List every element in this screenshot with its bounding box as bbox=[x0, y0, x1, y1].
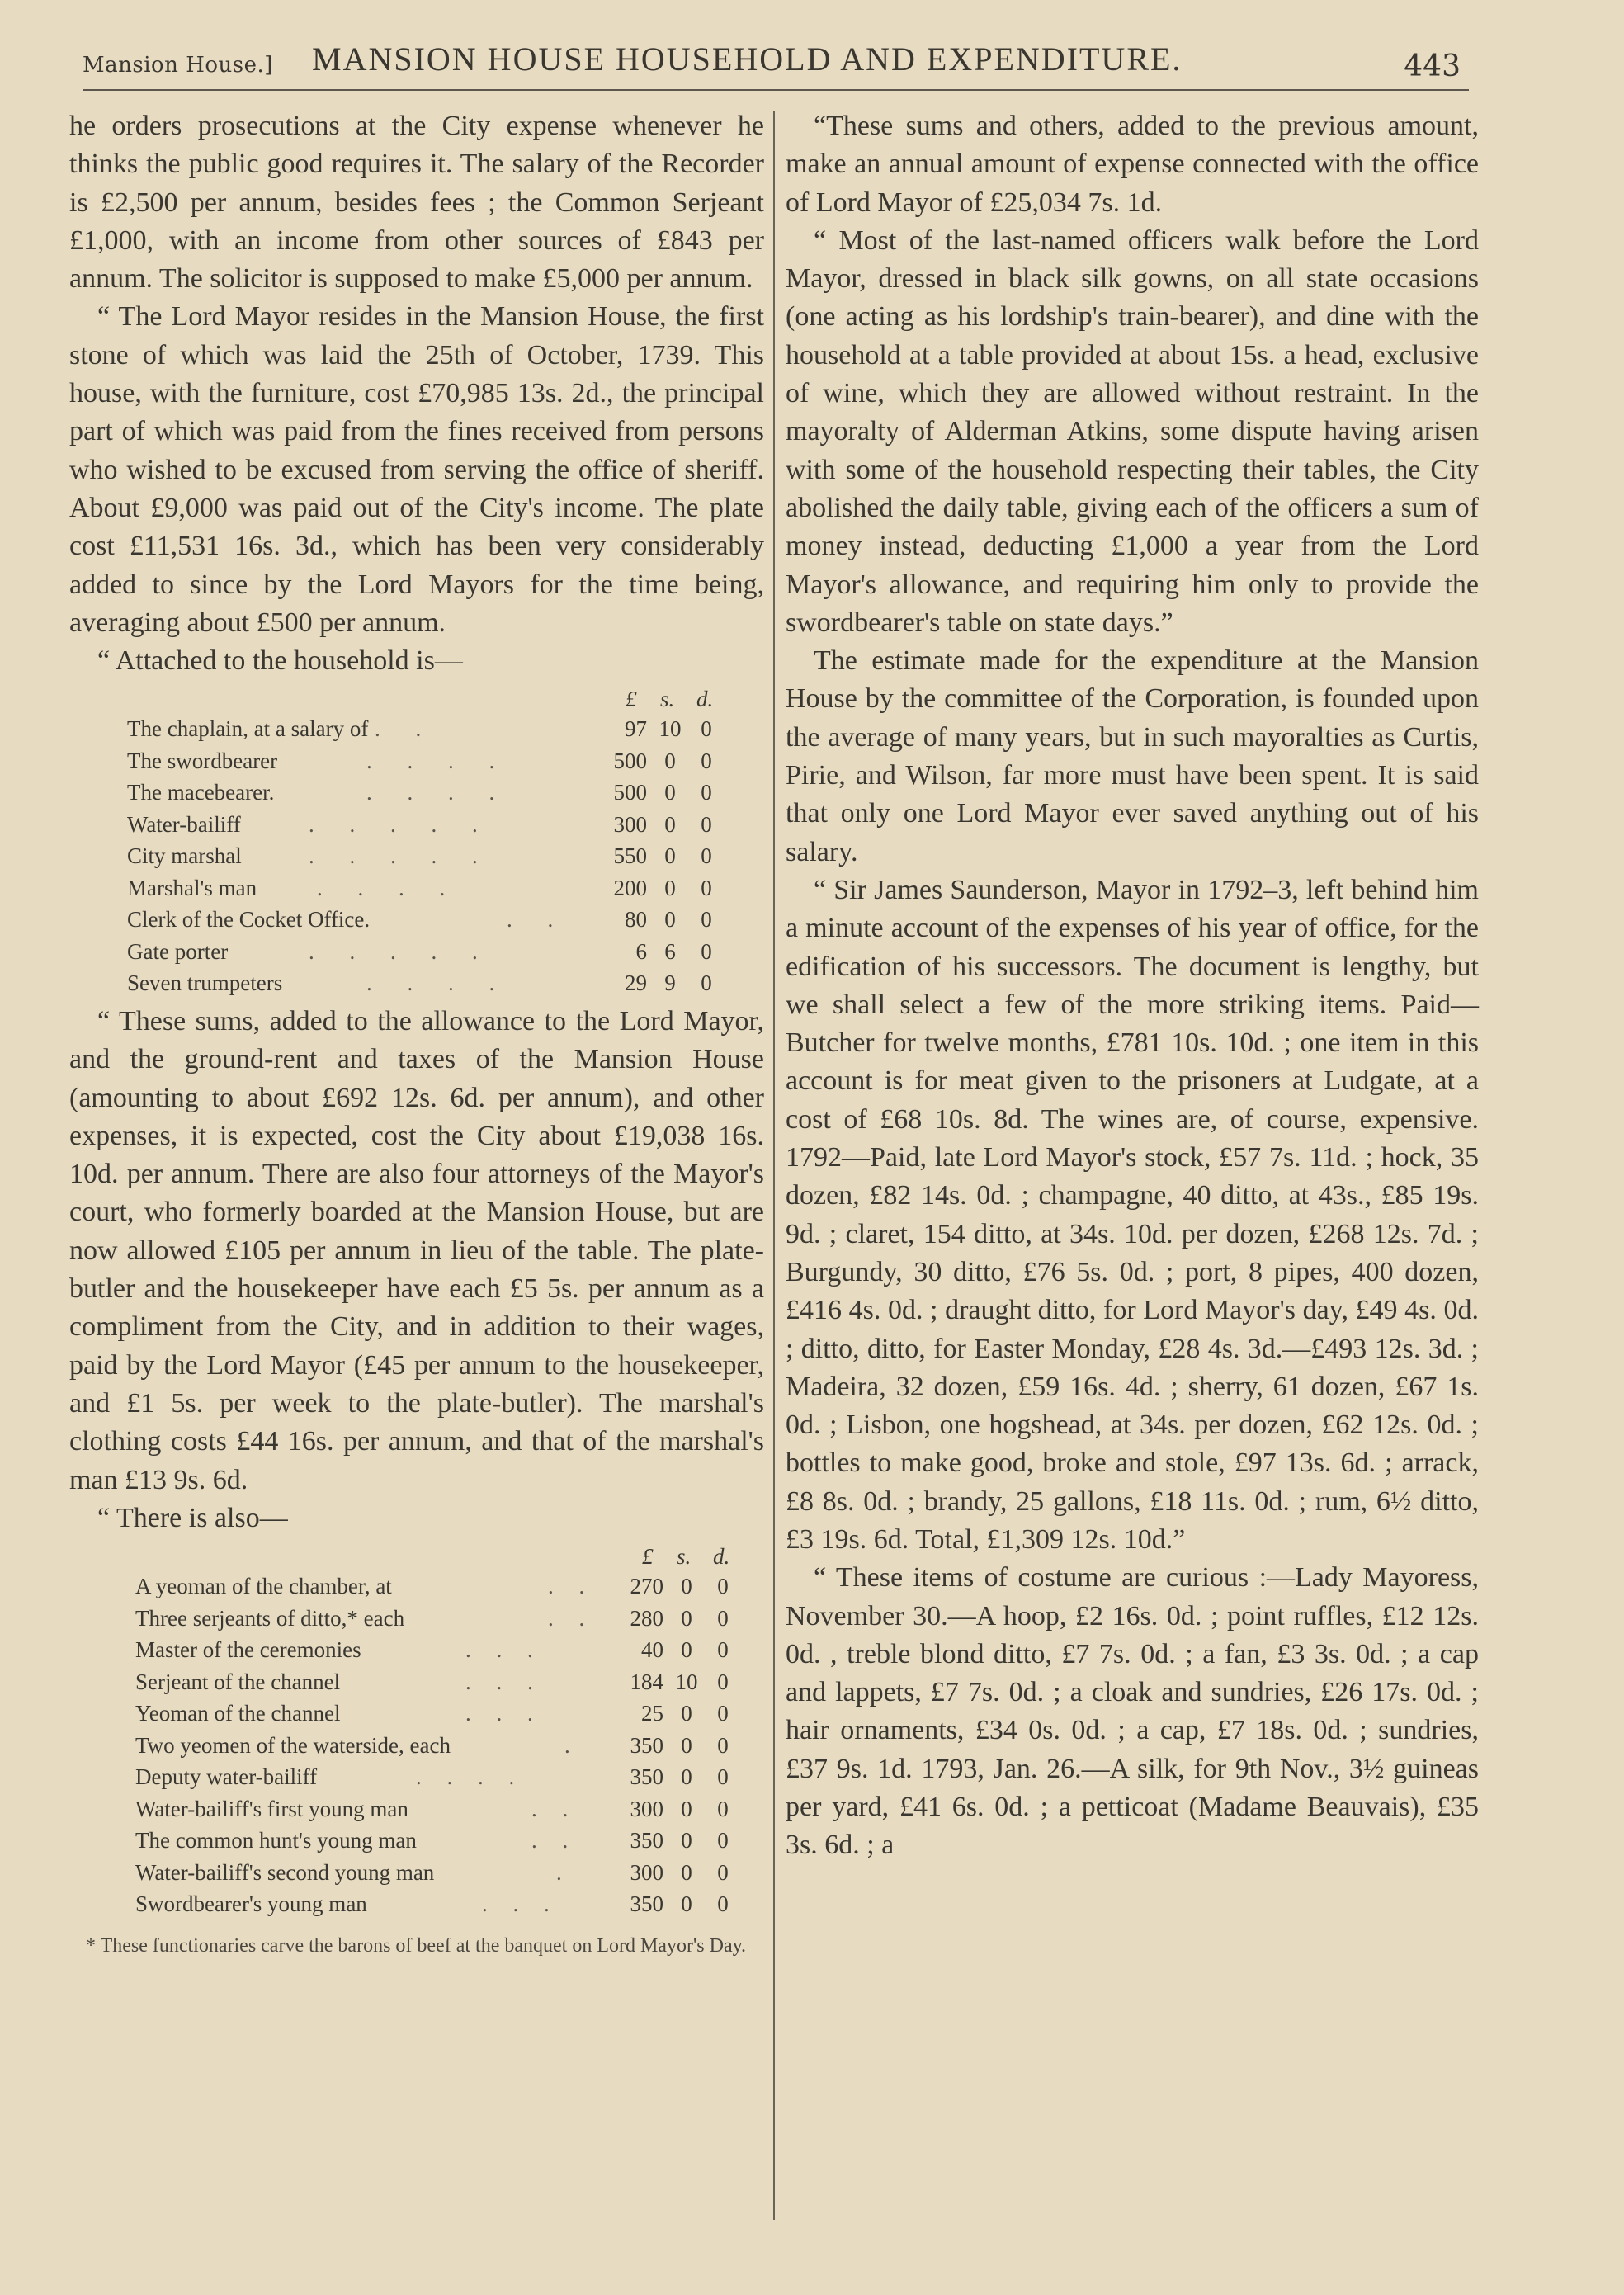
paragraph: he orders prosecutions at the City expense whenever he thinks the public good requires it. The salary of the Recorder is £2,500 per annum, besides fees ; the Common Serjeant £1,000, with an income from other sources of £843 per annum. The solicitor is supposed to make £5,000 per annum. bbox=[69, 111, 764, 295]
table-row: The chaplain, at a salary of . . 97 10 0 bbox=[127, 716, 712, 742]
table-row: Swordbearer's young man . . . 350 0 0 bbox=[135, 1891, 729, 1917]
table-row: Gate porter . . . . . 6 6 0 bbox=[127, 938, 712, 964]
paragraph: “ Sir James Saunderson, Mayor in 1792–3, left behind him a minute account of the expenses of his year of office, for the edification of his successors. The document is lengthy, but we shall select a few of the more striking items. Paid—Butcher for twelve months, £781 10s. 10d. ; one item in this account is for meat given to the prisoners at Ludgate, at a cost of £68 10s. 8d. The wines are, of course, expensive. 1792—Paid, late Lord Mayor's stock, £57 7s. 11d. ; hock, 35 dozen, £82 14s. 0d. ; champagne, 40 ditto, at 43s., £85 19s. 9d. ; claret, 154 ditto, at 34s. 10d. per dozen, £268 12s. 7d. ; Burgundy, 30 ditto, £76 5s. 0d. ; port, 8 pipes, 400 dozen, £416 4s. 0d. ; draught ditto, for Lord Mayor's day, £49 4s. 0d. ; ditto, ditto, for Easter Monday, £28 4s. 3d.—£493 12s. 3d. ; Madeira, 32 dozen, £59 16s. 4d. ; sherry, 61 dozen, £67 1s. 0d. ; Lisbon, one hogshead, at 34s. per dozen, £62 12s. 0d. ; bottles to make good, broke and stole, £97 13s. 6d. ; arrack, £8 8s. 0d. ; brandy, 25 gallons, £18 11s. 0d. ; rum, 6½ ditto, £3 19s. 6d. Total, £1,309 12s. 10d.” bbox=[786, 874, 1479, 1555]
table-row: City marshal . . . . . 550 0 0 bbox=[127, 843, 712, 869]
paragraph: “These sums and others, added to the previous amount, make an annual amount of expense connected with the office of Lord Mayor of £25,034 7s. 1d. bbox=[786, 111, 1479, 218]
table-row: Two yeomen of the waterside, each . 350 0 0 bbox=[135, 1732, 729, 1758]
pounds-header: £ bbox=[642, 1544, 654, 1570]
paragraph: The estimate made for the expenditure at the Mansion House by the committee of the Corporation, is founded upon the average of many years, but in such mayoralties as Curtis, Pirie, and Wilson, far more must have been spent. It is said that only one Lord Mayor ever saved anything out of his salary. bbox=[786, 645, 1479, 867]
table-row: The swordbearer . . . . 500 0 0 bbox=[127, 748, 712, 773]
pounds-header: £ bbox=[626, 687, 637, 712]
table-row: The macebearer. . . . . 500 0 0 bbox=[127, 780, 712, 805]
officers-salary-table bbox=[135, 1537, 795, 1920]
footnote: * These functionaries carve the barons of beef at the banquet on Lord Mayor's Day. bbox=[86, 1934, 747, 1957]
table-row: Water-bailiff's second young man . 300 0 0 bbox=[135, 1859, 729, 1885]
paragraph: “ There is also— bbox=[97, 1502, 288, 1533]
table-row: A yeoman of the chamber, at . . 270 0 0 bbox=[135, 1574, 729, 1599]
household-salary-table bbox=[127, 680, 787, 999]
table-row: Seven trumpeters . . . . 29 9 0 bbox=[127, 970, 712, 996]
pence-header: d. bbox=[696, 687, 714, 712]
paragraph: “ Most of the last-named officers walk before the Lord Mayor, dressed in black silk gowns, on all state occasions (one acting as his lordship's train-bearer), and dine with the household at a table provided at about 15s. a head, exclusive of wine, which they are allowed without restraint. In the mayoralty of Alderman Atkins, some dispute having arisen with some of the household respecting their tables, the City abolished the daily table, giving each of the officers a sum of money instead, deducting £1,000 a year from the Lord Mayor's allowance, and requiring him only to provide the swordbearer's table on state days.” bbox=[786, 224, 1479, 638]
table-row: Three serjeants of ditto,* each . . 280 0 0 bbox=[135, 1605, 729, 1631]
running-header bbox=[83, 40, 1469, 91]
section-label: Mansion House.] bbox=[83, 53, 273, 78]
table-header bbox=[135, 1537, 795, 1570]
table-row: Marshal's man . . . . 200 0 0 bbox=[127, 875, 712, 900]
table-row: The common hunt's young man . . 350 0 0 bbox=[135, 1828, 729, 1853]
paragraph: “ These items of costume are curious :—Lady Mayoress, November 30.—A hoop, £2 16s. 0d. ; point ruffles, £12 12s. 0d. , treble blond ditto, £7 7s. 0d. ; a fan, £3 3s. 0d. ; a cap and lappets, £7 7s. 0d. ; a cloak and sundries, £26 17s. 0d. ; hair ornaments, £34 0s. 0d. ; a cap, £7 18s. 0d. ; sundries, £37 9s. 1d. 1793, Jan. 26.—A silk, for 9th Nov., 3½ guineas per yard, £41 6s. 0d. ; a petticoat (Madame Beauvais), £35 3s. 6d. ; a bbox=[786, 1562, 1479, 1861]
left-column bbox=[69, 107, 764, 1960]
paragraph: “ These sums, added to the allowance to the Lord Mayor, and the ground-rent and taxes of the Mansion House (amounting to about £692 12s. 6d. per annum), and other expenses, it is expected, cost the City about £19,038 16s. 10d. per annum. There are also four attorneys of the Mayor's court, who formerly boarded at the Mansion House, but are now allowed £105 per annum in lieu of the table. The plate-butler and the housekeeper have each £5 5s. per annum as a compliment from the City, and in addition to their wages, paid by the Lord Mayor (£45 per annum to the housekeeper, and £1 5s. per week to the plate-butler). The marshal's clothing costs £44 16s. per annum, and that of the marshal's man £13 9s. 6d. bbox=[69, 1005, 764, 1495]
shillings-header: s. bbox=[660, 687, 675, 712]
page-number: 443 bbox=[1404, 50, 1461, 83]
shillings-header: s. bbox=[677, 1544, 692, 1570]
table-row: Clerk of the Cocket Office. . . 80 0 0 bbox=[127, 907, 712, 933]
page-title: MANSION HOUSE HOUSEHOLD AND EXPENDITURE. bbox=[312, 40, 1183, 78]
table-row: Deputy water-bailiff . . . . 350 0 0 bbox=[135, 1764, 729, 1790]
table-row: Serjeant of the channel . . . 184 10 0 bbox=[135, 1669, 729, 1694]
table-header bbox=[127, 680, 787, 713]
paragraph: “ The Lord Mayor resides in the Mansion House, the first stone of which was laid the 25th of October, 1739. This house, with the furniture, cost £70,985 13s. 2d., the principal part of which was paid from the fines received from persons who wished to be excused from serving the office of sheriff. About £9,000 was paid out of the City's income. The plate cost £11,531 16s. 3d., which has been very considerably added to since by the Lord Mayors for the time being, averaging about £500 per annum. bbox=[69, 301, 764, 638]
pence-header: d. bbox=[713, 1544, 730, 1570]
table-row: Water-bailiff . . . . . 300 0 0 bbox=[127, 811, 712, 837]
table-row: Yeoman of the channel . . . 25 0 0 bbox=[135, 1701, 729, 1726]
table-row: Water-bailiff's first young man . . 300 0 0 bbox=[135, 1796, 729, 1821]
paragraph: “ Attached to the household is— bbox=[97, 645, 463, 677]
right-column bbox=[786, 107, 1479, 1865]
table-row: Master of the ceremonies . . . 40 0 0 bbox=[135, 1637, 729, 1663]
